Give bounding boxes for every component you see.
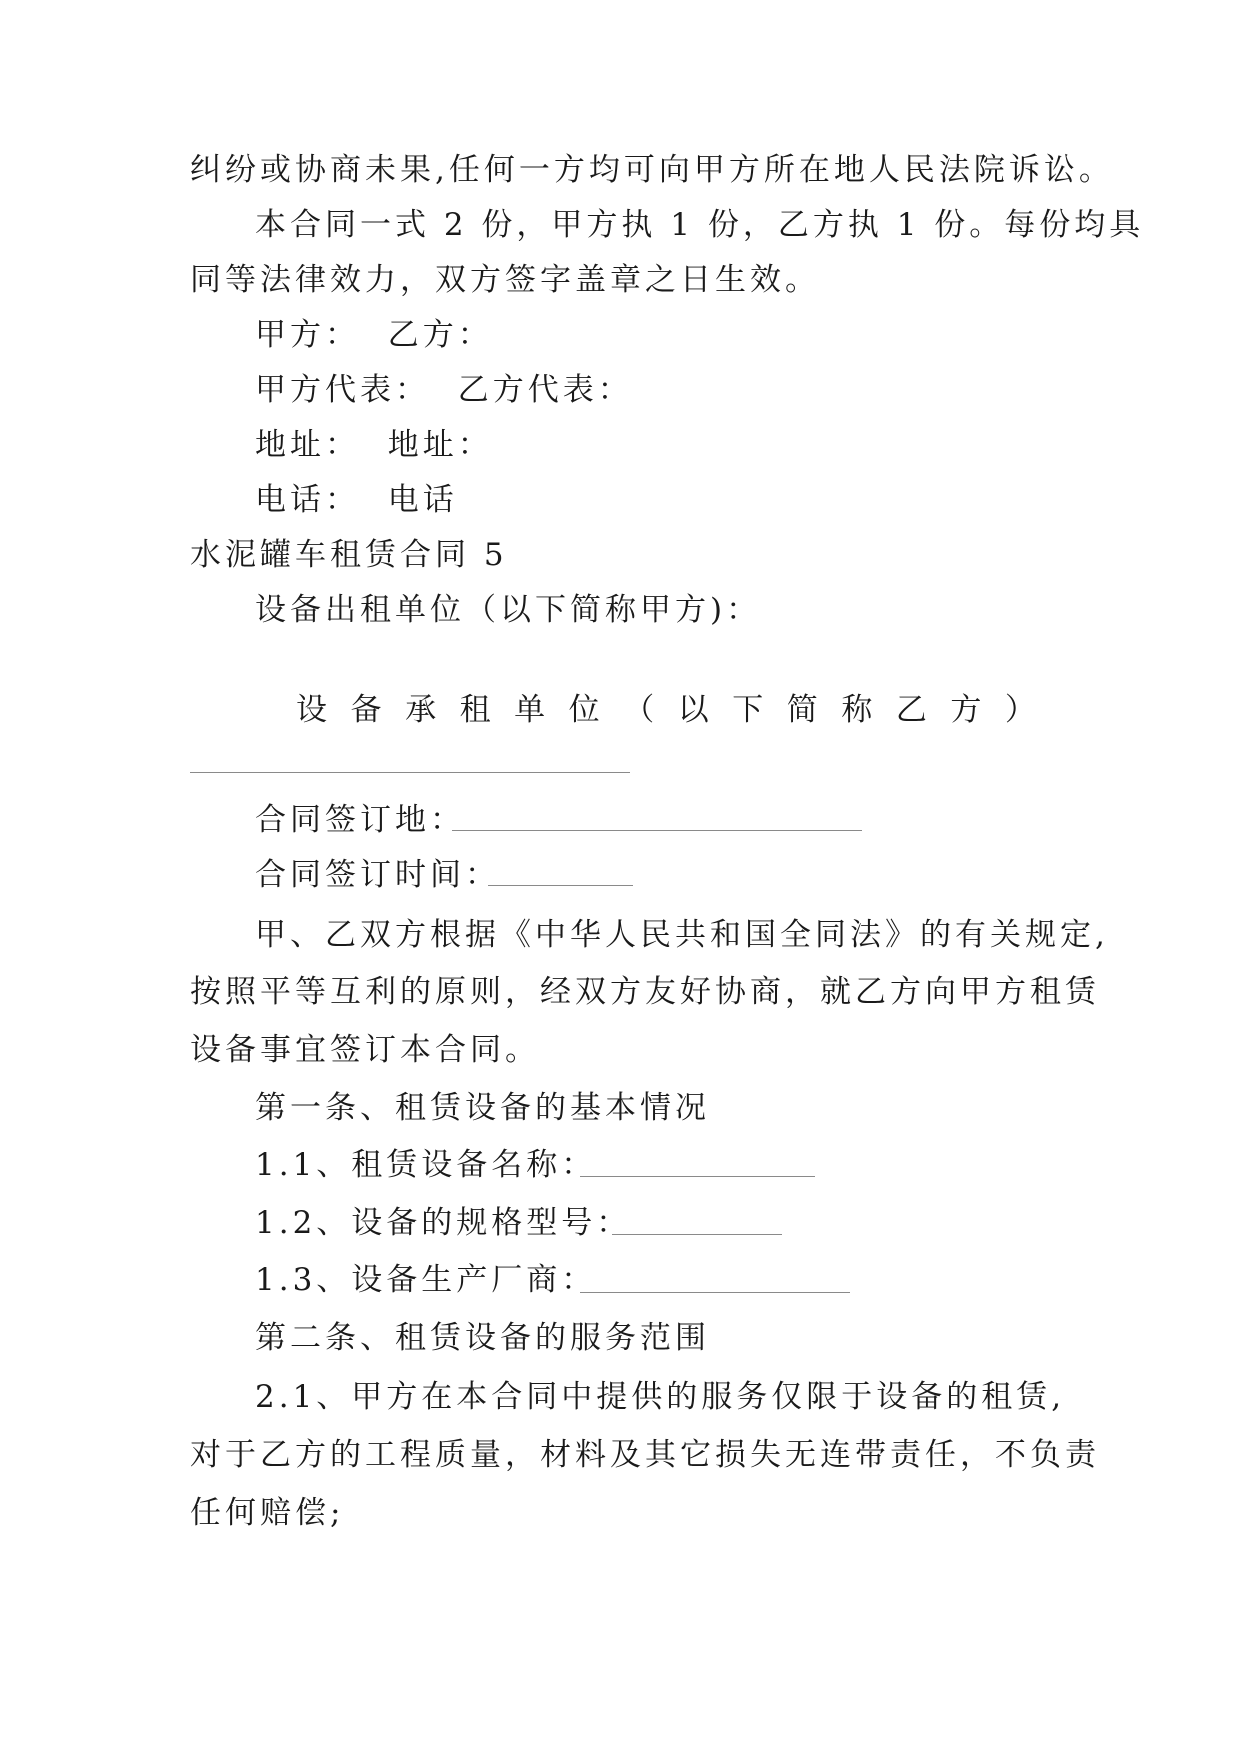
lessee-char: （ (623, 692, 655, 728)
lessee-char: 乙 (895, 692, 927, 728)
intro-line2: 按照平等互利的原则，经双方友好协商，就乙方向甲方租赁 (190, 974, 1100, 1010)
lessee-char: 以 (677, 692, 709, 728)
lessor-line: 设备出租单位（以下简称甲方)： (255, 592, 762, 628)
lessee-blank-line (190, 772, 630, 773)
signature-representatives: 甲方代表： 乙方代表： (255, 372, 633, 408)
intro-line1: 甲、乙双方根据《中华人民共和国全同法》的有关规定, (255, 917, 1109, 953)
lessee-char: 备 (350, 692, 382, 728)
lessee-char: 称 (841, 692, 873, 728)
article-2-heading: 第二条、租赁设备的服务范围 (255, 1320, 710, 1356)
signature-parties: 甲方： 乙方： (255, 317, 493, 353)
article-1-2-label: 1.2、设备的规格型号： (255, 1205, 632, 1241)
article-1-1-label: 1.1、租赁设备名称： (255, 1147, 597, 1183)
lessee-char: 简 (786, 692, 818, 728)
lessee-char: 方 (950, 692, 982, 728)
signing-place-blank (452, 830, 862, 831)
article-1-heading: 第一条、租赁设备的基本情况 (255, 1090, 710, 1126)
article-2-1-line2: 对于乙方的工程质量，材料及其它损失无连带责任，不负责 (190, 1437, 1100, 1473)
signature-phones: 电话： 电话 (255, 482, 458, 518)
lessee-char: 单 (514, 692, 546, 728)
article-2-1-line1: 2.1、甲方在本合同中提供的服务仅限于设备的租赁, (255, 1379, 1066, 1415)
paragraph-copies-line2: 同等法律效力，双方签字盖章之日生效。 (190, 262, 820, 298)
lessee-char: 下 (732, 692, 764, 728)
article-1-3-label: 1.3、设备生产厂商： (255, 1262, 597, 1298)
article-2-1-line3: 任何赔偿; (190, 1495, 345, 1531)
lessee-line (296, 690, 1036, 730)
signing-place-label: 合同签订地： (255, 802, 465, 838)
contract-title: 水泥罐车租赁合同 5 (190, 537, 508, 573)
lessee-char: 租 (459, 692, 491, 728)
intro-line3: 设备事宜签订本合同。 (190, 1032, 540, 1068)
paragraph-copies-line1: 本合同一式 2 份，甲方执 1 份，乙方执 1 份。每份均具 (255, 207, 1145, 243)
signing-time-blank (488, 885, 633, 886)
signature-addresses: 地址： 地址： (255, 427, 493, 463)
signing-time-label: 合同签订时间： (255, 857, 500, 893)
lessee-char: 承 (405, 692, 437, 728)
lessee-char: 位 (568, 692, 600, 728)
article-1-2-blank (612, 1234, 782, 1235)
lessee-char: 设 (296, 692, 327, 728)
paragraph-dispute-clause: 纠纷或协商未果,任何一方均可向甲方所在地人民法院诉讼。 (190, 152, 1114, 188)
article-1-3-blank (580, 1292, 850, 1293)
lessee-char: ） (1004, 692, 1036, 728)
article-1-1-blank (580, 1176, 815, 1177)
